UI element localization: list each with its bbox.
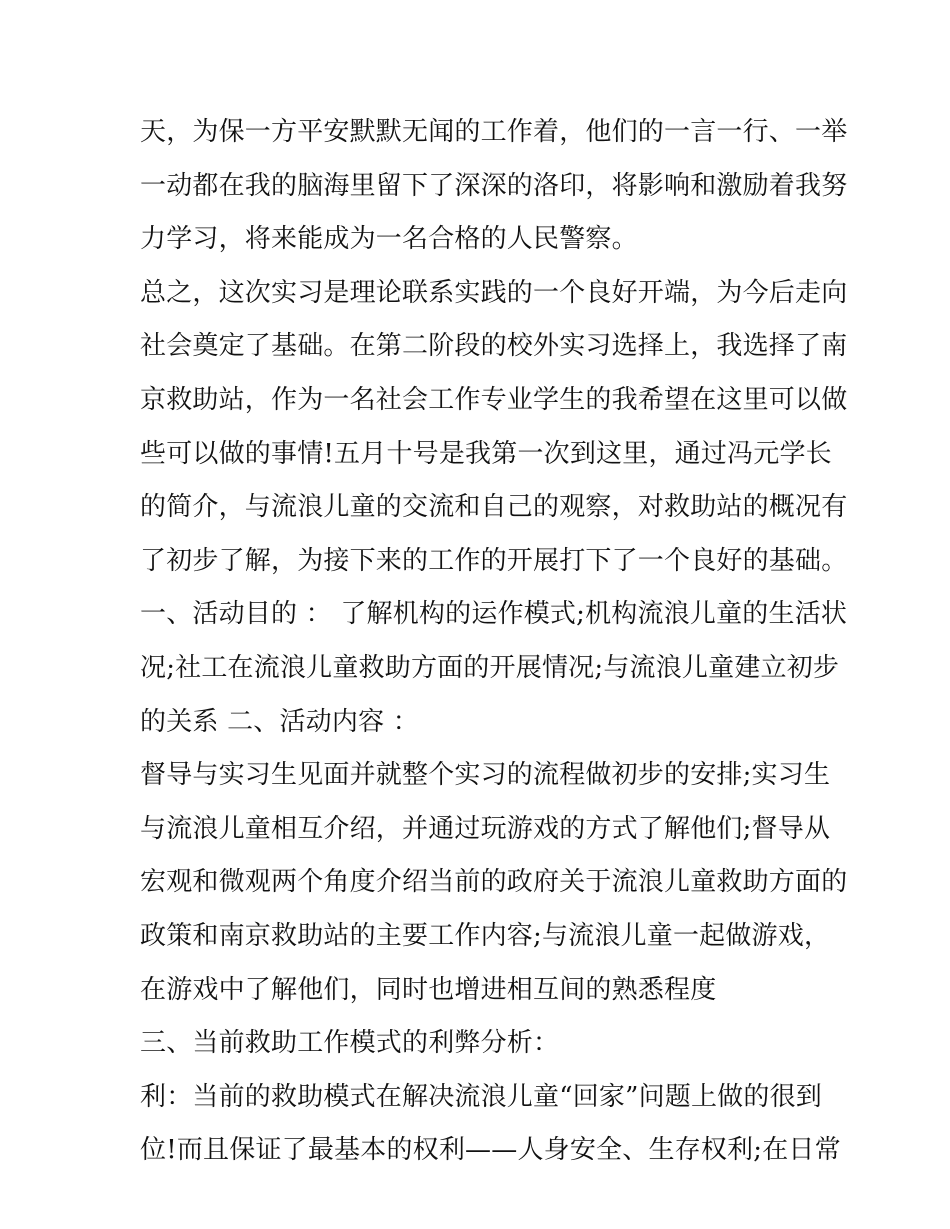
text-line: 位!而且保证了最基本的权利——人身安全、生存权利;在日常 — [140, 1135, 841, 1166]
text-line: 总之，这次实习是理论联系实践的一个良好开端，为今后走向 — [140, 277, 848, 308]
text-line: 在游戏中了解他们，同时也增进相互间的熟悉程度 — [140, 974, 717, 1005]
text-line: 天，为保一方平安默默无闻的工作着，他们的一言一行、一举 — [140, 117, 848, 147]
text-line: 一动都在我的脑海里留下了深深的洛印，将影响和激励着我努 — [140, 170, 848, 201]
text-line: 社会奠定了基础。在第二阶段的校外实习选择上，我选择了南 — [140, 331, 848, 362]
text-line: 力学习，将来能成为一名合格的人民警察。 — [140, 224, 638, 255]
text-line: 督导与实习生见面并就整个实习的流程做初步的安排;实习生 — [140, 760, 831, 791]
text-line: 况;社工在流浪儿童救助方面的开展情况;与流浪儿童建立初步 — [140, 652, 840, 683]
text-line: 了初步了解，为接下来的工作的开展打下了一个良好的基础。 — [140, 545, 848, 576]
section-heading-line: 三、当前救助工作模式的利弊分析： — [140, 1028, 560, 1059]
text-line: 京救助站，作为一名社会工作专业学生的我希望在这里可以做 — [140, 384, 848, 415]
section-heading-line: 一、活动目的 ： 了解机构的运作模式;机构流浪儿童的生活状 — [140, 599, 848, 630]
text-line: 些可以做的事情!五月十号是我第一次到这里，通过冯元学长 — [140, 438, 832, 469]
section-heading-line: 的关系 二、活动内容 ： — [140, 706, 419, 737]
text-line: 的简介，与流浪儿童的交流和自己的观察，对救助站的概况有 — [140, 492, 848, 523]
text-line: 政策和南京救助站的主要工作内容;与流浪儿童一起做游戏， — [140, 920, 831, 951]
text-line: 利：当前的救助模式在解决流浪儿童“回家”问题上做的很到 — [140, 1081, 822, 1112]
body-text — [140, 106, 848, 1178]
text-line: 宏观和微观两个角度介绍当前的政府关于流浪儿童救助方面的 — [140, 867, 848, 898]
text-line: 与流浪儿童相互介绍，并通过玩游戏的方式了解他们;督导从 — [140, 813, 831, 844]
